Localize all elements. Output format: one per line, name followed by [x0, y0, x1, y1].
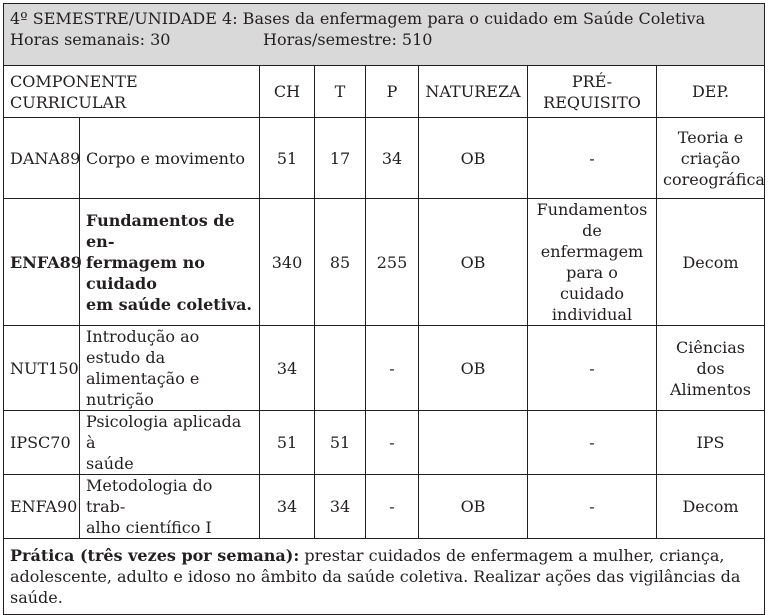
row-prereq-line1: Fundamentos: [536, 200, 648, 219]
row-code: NUT150: [4, 326, 80, 411]
table-row: [4, 199, 765, 326]
column-header-row: [4, 66, 765, 118]
row-name: Corpo e movimento: [80, 118, 260, 199]
row-dep-line2: Alimentos: [669, 379, 751, 399]
row-p: 34: [366, 118, 419, 199]
row-name-line1: Metodologia do trab-: [86, 476, 213, 516]
row-natureza: OB: [419, 199, 528, 326]
row-t: 51: [315, 411, 366, 475]
row-code: ENFA90: [4, 475, 80, 539]
row-dep: [657, 326, 765, 411]
row-ch: 51: [260, 118, 315, 199]
row-dep-line2: criação: [680, 148, 741, 168]
row-prereq: -: [528, 411, 657, 475]
semester-title: 4º SEMESTRE/UNIDADE 4: Bases da enfermagem para o cuidado em Saúde Coletiva: [10, 9, 706, 28]
row-name: [80, 411, 260, 475]
row-ch: 34: [260, 475, 315, 539]
row-dep: IPS: [657, 411, 765, 475]
row-natureza: OB: [419, 475, 528, 539]
row-name: [80, 475, 260, 539]
row-name: [80, 326, 260, 411]
row-dep-line3: coreográfica: [663, 169, 765, 189]
row-natureza: OB: [419, 118, 528, 199]
row-name: [80, 199, 260, 326]
row-code: DANA89: [4, 118, 80, 199]
col-prereq: [528, 66, 657, 118]
row-prereq-line4: individual: [551, 305, 633, 324]
table-row: [4, 118, 765, 199]
curriculum-table: [3, 3, 765, 615]
row-name-line2: fermagem no cuidado: [86, 252, 205, 293]
row-prereq: -: [528, 326, 657, 411]
row-prereq: -: [528, 475, 657, 539]
col-prereq-line1: PRÉ-: [571, 71, 613, 91]
col-t: T: [315, 66, 366, 118]
row-name-line2: alho científico I: [86, 518, 212, 537]
row-ch: 340: [260, 199, 315, 326]
col-p: P: [366, 66, 419, 118]
row-dep: Decom: [657, 475, 765, 539]
semester-header: [4, 4, 765, 66]
row-dep: [657, 118, 765, 199]
col-component: COMPONENTE CURRICULAR: [4, 66, 260, 118]
row-ch: 51: [260, 411, 315, 475]
row-code: ENFA89: [4, 199, 80, 326]
row-p: -: [366, 411, 419, 475]
row-p: 255: [366, 199, 419, 326]
footer-row: [4, 539, 765, 615]
col-dep: DEP.: [657, 66, 765, 118]
row-code: IPSC70: [4, 411, 80, 475]
row-t: [315, 326, 366, 411]
row-prereq: [528, 199, 657, 326]
col-ch: CH: [260, 66, 315, 118]
table-row: [4, 326, 765, 411]
row-prereq: -: [528, 118, 657, 199]
row-name-line1: Introdução ao estudo da: [86, 327, 200, 367]
row-prereq-line3: para o cuidado: [559, 263, 625, 303]
row-name-line2: saúde: [86, 454, 134, 473]
row-t: 34: [315, 475, 366, 539]
row-ch: 34: [260, 326, 315, 411]
table-row: [4, 475, 765, 539]
practice-note: [4, 539, 765, 615]
row-p: -: [366, 475, 419, 539]
row-natureza: [419, 411, 528, 475]
hours-semester: Horas/semestre: 510: [263, 30, 433, 49]
table-row: [4, 411, 765, 475]
row-t: 17: [315, 118, 366, 199]
practice-text: prestar cuidados de enfermagem a mulher, criança, adolescente, adulto e idoso no âmbito da saúde coletiva. Realizar ações das vigilâncias da saúde.: [10, 546, 741, 607]
row-name-line1: Fundamentos de en-: [86, 210, 235, 251]
row-natureza: OB: [419, 326, 528, 411]
col-natureza: NATUREZA: [419, 66, 528, 118]
row-dep-line1: Teoria e: [677, 127, 744, 147]
row-t: 85: [315, 199, 366, 326]
row-name-line2: alimentação e nutrição: [86, 369, 200, 409]
practice-label: Prática (três vezes por semana):: [10, 546, 300, 565]
row-p: -: [366, 326, 419, 411]
row-dep-line1: Ciências dos: [676, 337, 745, 378]
semester-header-row: [4, 4, 765, 66]
row-dep: Decom: [657, 199, 765, 326]
hours-week: Horas semanais: 30: [10, 30, 171, 49]
col-prereq-line2: REQUISITO: [543, 92, 641, 112]
row-name-line1: Psicologia aplicada à: [86, 412, 242, 452]
row-name-line3: em saúde coletiva.: [86, 294, 252, 314]
row-prereq-line2: de enfermagem: [540, 221, 644, 261]
